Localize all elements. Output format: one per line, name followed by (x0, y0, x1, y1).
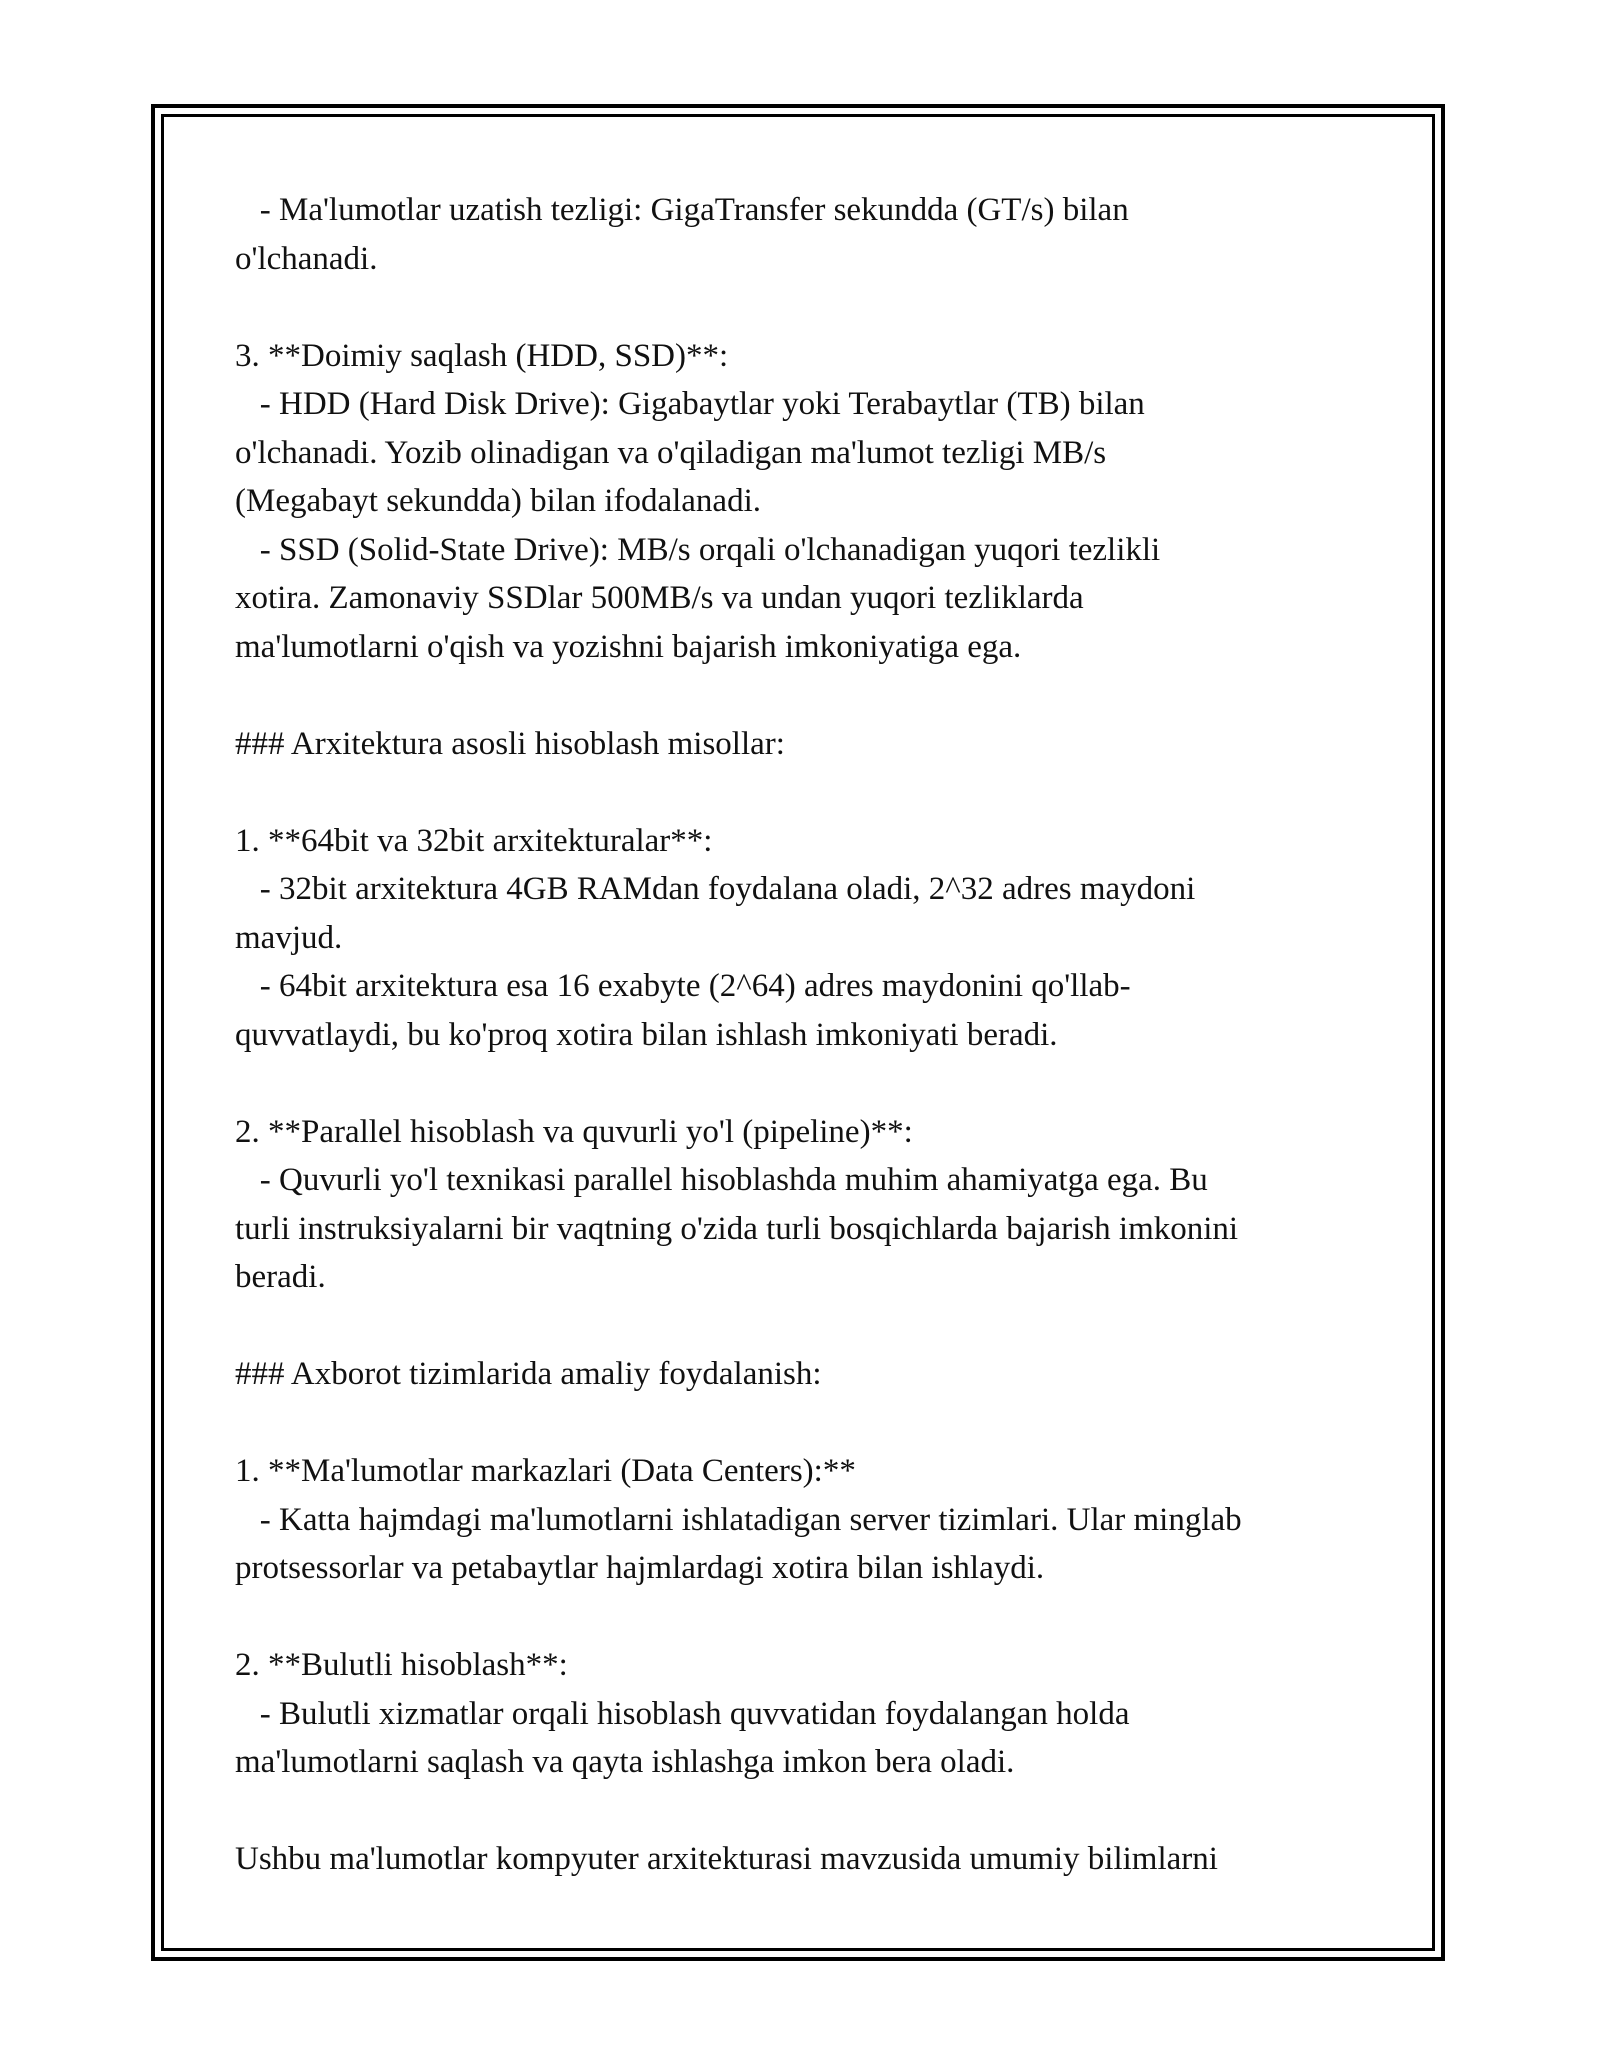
text-line: mavjud. (235, 919, 343, 956)
text-line: xotira. Zamonaviy SSDlar 500MB/s va undan yuqori tezliklarda (235, 580, 1084, 616)
blank-line (235, 1399, 1365, 1448)
text-line: ma'lumotlarni saqlash va qayta ishlashga imkon bera oladi. (235, 1744, 1015, 1780)
text-line: protsessorlar va petabaytlar hajmlardagi xotira bilan ishlaydi. (235, 1550, 1045, 1586)
blank-line (235, 1787, 1365, 1836)
text-line: o'lchanadi. Yozib olinadigan va o'qiladigan ma'lumot tezligi MB/s (235, 434, 1107, 471)
text-line: quvvatlaydi, bu ko'proq xotira bilan ishlash imkoniyati beradi. (235, 1016, 1058, 1053)
text-line: - 64bit arxitektura esa 16 exabyte (2^64) adres maydonini qo'llab- (235, 968, 1131, 1004)
blank-line (235, 1059, 1365, 1108)
text-line: - Ma'lumotlar uzatish tezligi: GigaTransfer sekundda (GT/s) bilan (235, 192, 1129, 228)
section-heading: ### Axborot tizimlarida amaliy foydalanish: (235, 1356, 822, 1392)
section-heading: 1. **64bit va 32bit arxitekturalar**: (235, 822, 713, 859)
blank-line (235, 1302, 1365, 1351)
text-line: - Quvurli yo'l texnikasi parallel hisoblashda muhim ahamiyatga ega. Bu (235, 1162, 1208, 1198)
section-heading: 1. **Ma'lumotlar markazlari (Data Centers):** (235, 1453, 856, 1489)
blank-line (235, 1593, 1365, 1642)
section-heading: ### Arxitektura asosli hisoblash misollar: (235, 725, 785, 762)
section-heading: 2. **Bulutli hisoblash**: (235, 1647, 568, 1683)
text-line: turli instruksiyalarni bir vaqtning o'zida turli bosqichlarda bajarish imkonini (235, 1210, 1239, 1247)
text-line: - Bulutli xizmatlar orqali hisoblash quvvatidan foydalangan holda (235, 1695, 1130, 1732)
text-line: - SSD (Solid-State Drive): MB/s orqali o'lchanadigan yuqori tezlikli (235, 531, 1161, 568)
text-line: ma'lumotlarni o'qish va yozishni bajarish imkoniyatiga ega. (235, 628, 1022, 665)
section-heading: 2. **Parallel hisoblash va quvurli yo'l (pipeline)**: (235, 1113, 913, 1150)
text-line: - 32bit arxitektura 4GB RAMdan foydalana oladi, 2^32 adres maydoni (235, 871, 1196, 907)
text-line: beradi. (235, 1259, 326, 1295)
text-line: - HDD (Hard Disk Drive): Gigabaytlar yoki Terabaytlar (TB) bilan (235, 386, 1145, 422)
blank-line (235, 283, 1365, 332)
blank-line (235, 768, 1365, 817)
text-line: o'lchanadi. (235, 240, 378, 277)
text-line: (Megabayt sekundda) bilan ifodalanadi. (235, 483, 761, 519)
section-heading: 3. **Doimiy saqlash (HDD, SSD)**: (235, 337, 729, 374)
document-body (235, 186, 1365, 1884)
text-line: - Katta hajmdagi ma'lumotlarni ishlatadigan server tizimlari. Ular minglab (235, 1501, 1242, 1538)
text-line: Ushbu ma'lumotlar kompyuter arxitekturasi mavzusida umumiy bilimlarni (235, 1841, 1218, 1877)
blank-line (235, 671, 1365, 720)
